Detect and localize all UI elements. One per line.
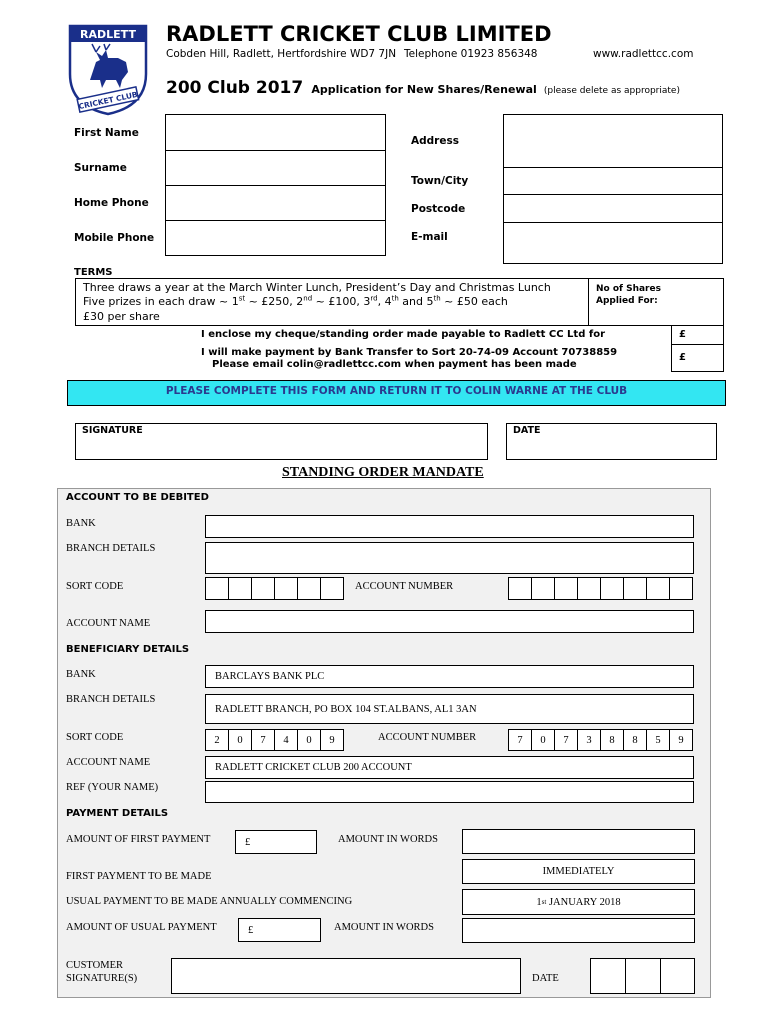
ben-sort-digit: 2 (205, 729, 229, 751)
form-title: 200 Club 2017 (166, 78, 304, 98)
terms-line-2f: ~ £50 each (440, 295, 508, 308)
ben-account-digit: 5 (646, 729, 670, 751)
terms-line-3: £30 per share (83, 310, 160, 323)
surname-field[interactable] (165, 150, 386, 186)
home-phone-label: Home Phone (74, 197, 149, 209)
debit-sort-code-boxes[interactable] (205, 577, 349, 600)
ben-sort-digit: 0 (297, 729, 321, 751)
address-label: Address (411, 135, 459, 147)
debit-sort-code-label: SORT CODE (66, 581, 124, 592)
date-label: DATE (513, 425, 541, 436)
debit-bank-field[interactable] (205, 515, 694, 538)
postcode-label: Postcode (411, 203, 466, 215)
ben-account-digit: 7 (554, 729, 578, 751)
ben-branch-label: BRANCH DETAILS (66, 694, 156, 705)
debit-sort-digit[interactable] (297, 577, 321, 600)
terms-sup-nd: nd (303, 294, 313, 303)
cheque-text: I enclose my cheque/standing order made payable to Radlett CC Ltd for (201, 329, 606, 340)
customer-date-boxes[interactable] (590, 958, 695, 994)
debit-account-digit[interactable] (623, 577, 647, 600)
ben-account-digit: 8 (623, 729, 647, 751)
club-logo (66, 22, 150, 116)
town-city-field[interactable] (503, 167, 723, 195)
debit-bank-label: BANK (66, 518, 96, 529)
mandate-title: STANDING ORDER MANDATE (282, 465, 484, 480)
postcode-field[interactable] (503, 194, 723, 223)
debit-account-digit[interactable] (531, 577, 555, 600)
usual-commencing-field: 1 st JANUARY 2018 (462, 889, 695, 915)
usual-commencing-label: USUAL PAYMENT TO BE MADE ANNUALLY COMMENCING (66, 896, 353, 907)
ben-sort-code-boxes (205, 729, 347, 751)
ben-sort-code-label: SORT CODE (66, 732, 124, 743)
ben-account-digit: 0 (531, 729, 555, 751)
terms-line-2d: , 4 (377, 295, 392, 308)
debit-account-number-boxes[interactable] (508, 577, 695, 600)
ben-sort-digit: 0 (228, 729, 252, 751)
debit-account-digit[interactable] (669, 577, 693, 600)
terms-line-1: Three draws a year at the March Winter Lunch, President’s Day and Christmas Lunch (83, 281, 551, 294)
transfer-currency: £ (679, 352, 686, 363)
ben-account-name-field: RADLETT CRICKET CLUB 200 ACCOUNT (205, 756, 694, 779)
customer-signature-field[interactable] (171, 958, 521, 994)
first-name-field[interactable] (165, 114, 386, 151)
mobile-phone-field[interactable] (165, 220, 386, 256)
debited-heading: ACCOUNT TO BE DEBITED (66, 492, 209, 503)
debit-account-number-label: ACCOUNT NUMBER (355, 581, 454, 592)
logo-top-text: RADLETT (80, 28, 136, 41)
debit-sort-digit[interactable] (320, 577, 344, 600)
debit-sort-digit[interactable] (228, 577, 252, 600)
terms-line-2e: and 5 (398, 295, 434, 308)
bank-transfer-text: I will make payment by Bank Transfer to Sort 20-74-09 Account 70738859 (201, 347, 618, 358)
first-amount-words-field[interactable] (462, 829, 695, 854)
debit-sort-digit[interactable] (274, 577, 298, 600)
terms-line-2c: ~ £100, 3 (312, 295, 371, 308)
mobile-phone-label: Mobile Phone (74, 232, 155, 244)
form-note: (please delete as appropriate) (543, 86, 680, 96)
club-telephone: Telephone 01923 856348 (404, 48, 538, 60)
ben-account-digit: 9 (669, 729, 693, 751)
terms-sup-st: st (238, 294, 246, 303)
customer-date-box[interactable] (625, 958, 661, 994)
customer-date-box[interactable] (590, 958, 626, 994)
customer-date-box[interactable] (660, 958, 695, 994)
terms-sup-rd: rd (370, 294, 378, 303)
debit-account-digit[interactable] (577, 577, 601, 600)
ref-label: REF (YOUR NAME) (66, 782, 159, 793)
ben-sort-digit: 4 (274, 729, 298, 751)
debit-sort-digit[interactable] (251, 577, 275, 600)
terms-line-2b: ~ £250, 2 (245, 295, 304, 308)
debit-branch-label: BRANCH DETAILS (66, 543, 156, 554)
terms-sup-th2: th (433, 294, 441, 303)
debit-branch-field[interactable] (205, 542, 694, 574)
club-title: RADLETT CRICKET CLUB LIMITED (166, 22, 552, 46)
first-payment-amount-field[interactable]: £ (235, 830, 317, 854)
usual-amount-label: AMOUNT OF USUAL PAYMENT (66, 922, 217, 933)
payment-heading: PAYMENT DETAILS (66, 808, 169, 819)
email-field[interactable] (503, 222, 723, 264)
usual-amount-words-field[interactable] (462, 918, 695, 943)
town-city-label: Town/City (411, 175, 469, 187)
terms-heading: TERMS (74, 267, 113, 278)
debit-sort-digit[interactable] (205, 577, 229, 600)
ben-bank-field: BARCLAYS BANK PLC (205, 665, 694, 688)
debit-account-digit[interactable] (508, 577, 532, 600)
ben-sort-digit: 7 (251, 729, 275, 751)
ben-account-number-boxes (508, 729, 695, 751)
address-field[interactable] (503, 114, 723, 168)
home-phone-field[interactable] (165, 185, 386, 221)
return-banner (67, 380, 726, 406)
ben-sort-digit: 9 (320, 729, 344, 751)
debit-account-digit[interactable] (646, 577, 670, 600)
logo-bottom-text: CRICKET CLUB (77, 89, 139, 112)
email-note-text: Please email colin@radlettcc.com when payment has been made (212, 359, 577, 370)
terms-line-2a: Five prizes in each draw ~ 1 (83, 295, 239, 308)
customer-sig-label-1: CUSTOMER (66, 960, 123, 971)
first-name-label: First Name (74, 127, 139, 139)
usual-commencing-rest: JANUARY 2018 (546, 896, 621, 908)
debit-account-digit[interactable] (554, 577, 578, 600)
form-heading (166, 78, 680, 98)
usual-amount-words-label: AMOUNT IN WORDS (334, 922, 434, 933)
email-label: E-mail (411, 231, 448, 243)
first-amount-words-label: AMOUNT IN WORDS (338, 834, 438, 845)
first-payment-made-label: FIRST PAYMENT TO BE MADE (66, 871, 212, 882)
ben-account-name-label: ACCOUNT NAME (66, 757, 151, 768)
form-subtitle: Application for New Shares/Renewal (311, 83, 537, 96)
first-payment-made-field: IMMEDIATELY (462, 859, 695, 884)
customer-sig-label-2: SIGNATURE(S) (66, 973, 138, 984)
ben-account-digit: 7 (508, 729, 532, 751)
debit-account-digit[interactable] (600, 577, 624, 600)
cheque-currency: £ (679, 329, 686, 340)
ref-field[interactable] (205, 781, 694, 803)
club-website: www.radlettcc.com (593, 48, 694, 60)
ben-branch-field: RADLETT BRANCH, PO BOX 104 ST.ALBANS, AL1 3AN (205, 694, 694, 724)
usual-commencing-day: 1 (536, 896, 542, 908)
signature-label: SIGNATURE (82, 425, 143, 436)
terms-sup-th1: th (391, 294, 399, 303)
surname-label: Surname (74, 162, 127, 174)
shares-label-1: No of Shares (596, 284, 661, 294)
debit-account-name-label: ACCOUNT NAME (66, 618, 151, 629)
terms-line-2 (83, 295, 508, 308)
first-payment-amount-label: AMOUNT OF FIRST PAYMENT (66, 834, 211, 845)
ben-account-digit: 3 (577, 729, 601, 751)
shares-label-2: Applied For: (596, 296, 658, 306)
beneficiary-heading: BENEFICIARY DETAILS (66, 644, 190, 655)
ben-account-number-label: ACCOUNT NUMBER (378, 732, 477, 743)
customer-date-label: DATE (532, 973, 559, 984)
debit-account-name-field[interactable] (205, 610, 694, 633)
ben-account-digit: 8 (600, 729, 624, 751)
club-address: Cobden Hill, Radlett, Hertfordshire WD7 7JN (166, 48, 397, 60)
ben-bank-label: BANK (66, 669, 96, 680)
return-banner-text: PLEASE COMPLETE THIS FORM AND RETURN IT TO COLIN WARNE AT THE CLUB (165, 385, 628, 397)
usual-amount-field[interactable]: £ (238, 918, 321, 942)
